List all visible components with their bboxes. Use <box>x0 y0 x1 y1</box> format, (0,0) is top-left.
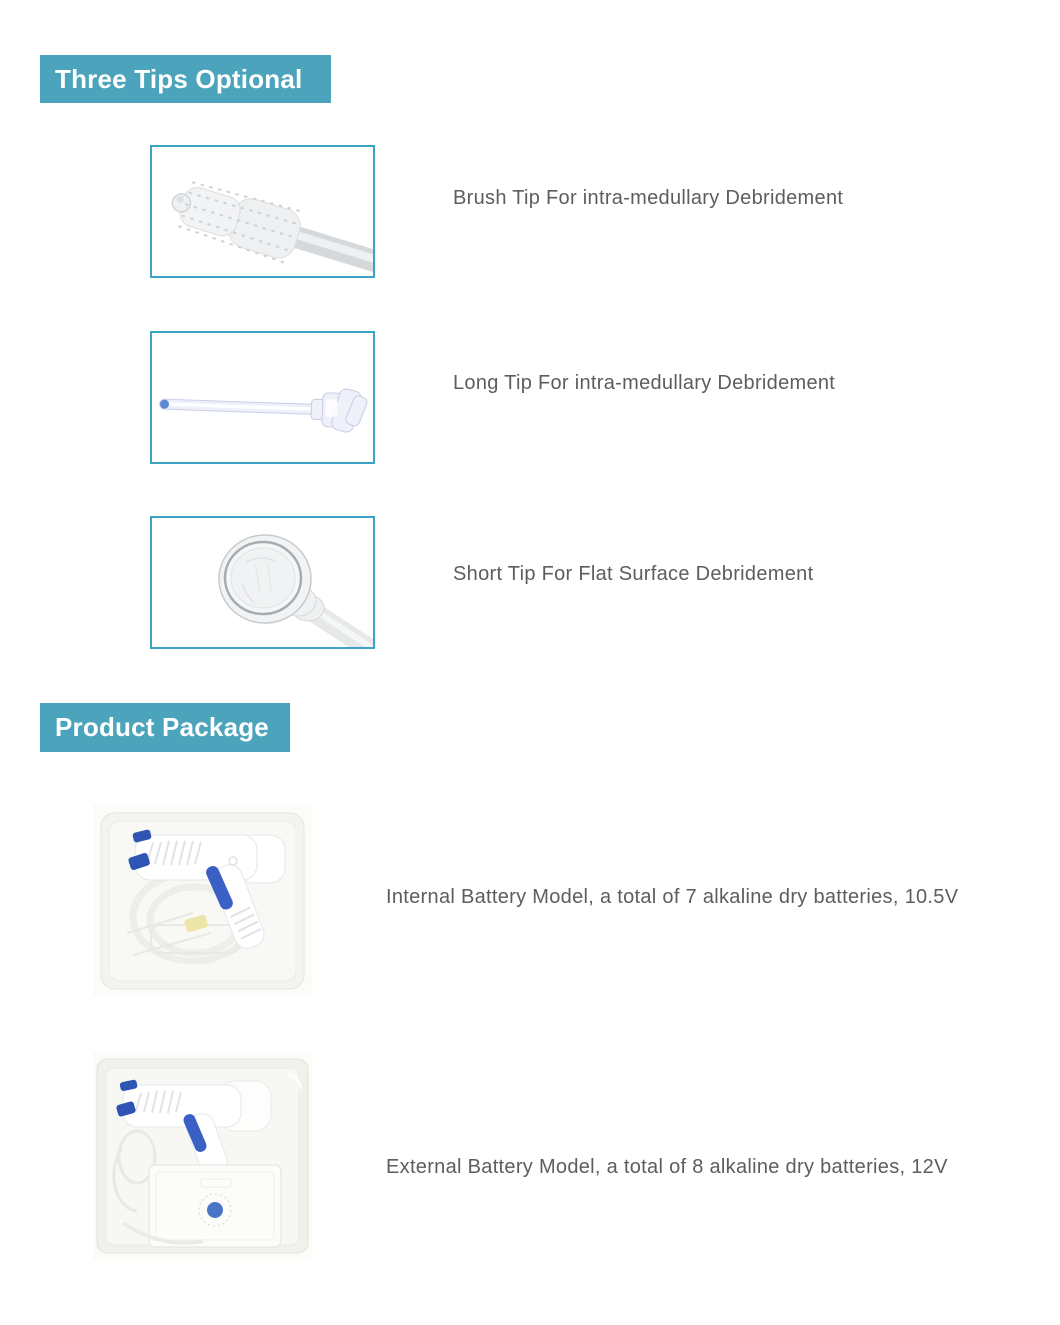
brush-tip-image <box>150 145 375 278</box>
external-battery-package-image <box>93 1053 312 1260</box>
short-tip-image <box>150 516 375 649</box>
long-tip-illustration <box>152 333 373 462</box>
external-battery-caption: External Battery Model, a total of 8 alkaline dry batteries, 12V <box>386 1156 948 1178</box>
long-tip-image <box>150 331 375 464</box>
internal-battery-caption: Internal Battery Model, a total of 7 alkaline dry batteries, 10.5V <box>386 886 959 908</box>
external-battery-package-illustration <box>93 1053 312 1260</box>
internal-battery-package-illustration <box>93 805 312 995</box>
internal-battery-package-image <box>93 805 312 995</box>
section-title: Product Package <box>55 712 269 742</box>
section-header-product-package <box>40 703 290 752</box>
brush-tip-caption: Brush Tip For intra-medullary Debridement <box>453 187 844 209</box>
short-tip-illustration <box>152 518 373 647</box>
section-title: Three Tips Optional <box>55 63 303 94</box>
short-tip-caption: Short Tip For Flat Surface Debridement <box>453 563 814 585</box>
section-header-three-tips-optional <box>40 55 331 103</box>
long-tip-caption: Long Tip For intra-medullary Debridement <box>453 372 836 394</box>
brush-tip-illustration <box>152 147 373 276</box>
